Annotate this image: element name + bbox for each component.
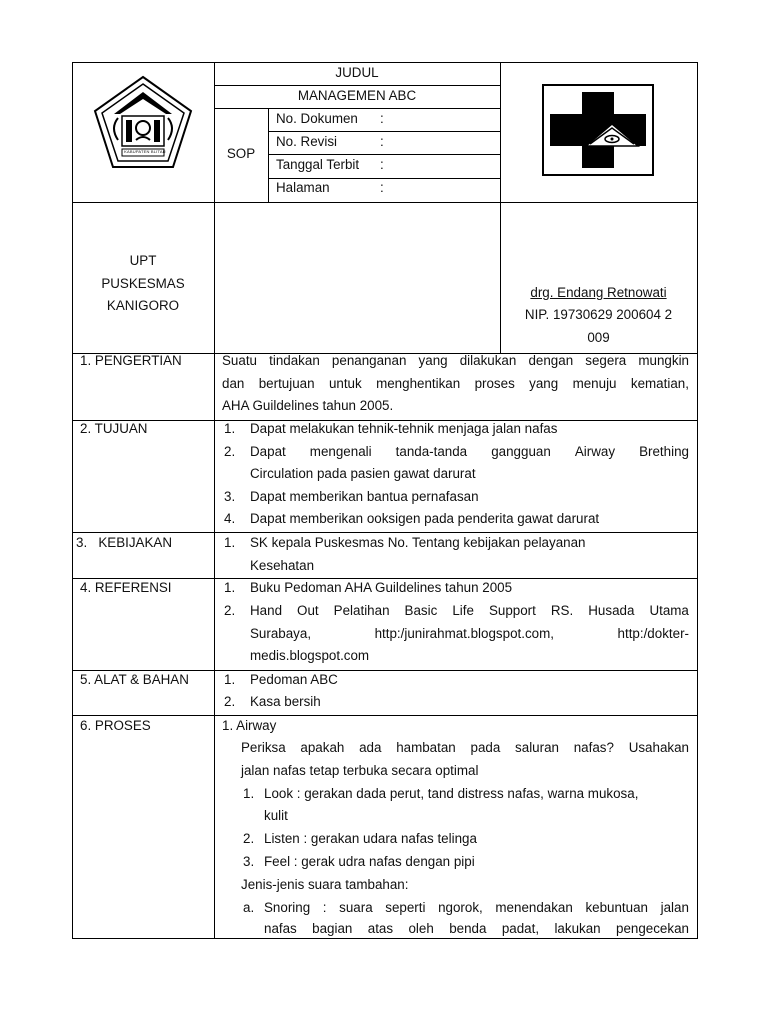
signatory-nip-line1: NIP. 19730629 200604 2	[524, 307, 673, 322]
word: ngorok,	[438, 900, 483, 915]
alat-item-2: Kasa bersih	[250, 694, 321, 709]
pengertian-line-3: AHA Guildelines tahun 2005.	[222, 398, 394, 413]
meta-tanggal-terbit-colon: :	[380, 157, 384, 172]
kebijakan-item-1-cont: Kesehatan	[250, 558, 315, 573]
word: dilakukan	[459, 353, 517, 368]
tujuan-item-3: Dapat memberikan bantua pernafasan	[250, 489, 479, 504]
section-label-tujuan: 2. TUJUAN	[80, 421, 148, 436]
proses-step-1: Look : gerakan dada perut, tand distress nafas, warna mukosa,	[264, 786, 639, 801]
proses-snoring-num: a.	[243, 900, 255, 915]
word: saluran	[515, 740, 559, 755]
word: mungkin	[638, 353, 689, 368]
health-cross-icon	[542, 84, 654, 176]
word: bagian	[312, 921, 353, 936]
meta-halaman-colon: :	[380, 180, 384, 195]
link-text: http:/dokter-	[617, 626, 689, 641]
tujuan-item-4: Dapat memberikan ooksigen pada penderita gawat darurat	[250, 511, 600, 526]
tujuan-num-2: 2.	[224, 444, 236, 459]
word: Utama	[649, 603, 689, 618]
word: atas	[367, 921, 394, 936]
word: nafas?	[573, 740, 614, 755]
tujuan-item-2	[250, 445, 689, 458]
word: benda	[449, 921, 487, 936]
section-label-referensi: 4. REFERENSI	[80, 580, 172, 595]
proses-intro	[241, 741, 689, 754]
proses-step-3: Feel : gerak udra nafas dengan pipi	[264, 854, 475, 869]
section-label-pengertian: 1. PENGERTIAN	[80, 353, 182, 368]
word: Brething	[639, 444, 689, 459]
meta-no-revisi-colon: :	[380, 134, 384, 149]
document-title: MANAGEMEN ABC	[297, 88, 417, 103]
word: pengecekan	[616, 921, 689, 936]
word: gangguan	[491, 444, 551, 459]
word: nafas	[264, 921, 297, 936]
word: tindakan	[269, 353, 320, 368]
section-label-alat-bahan: 5. ALAT & BAHAN	[80, 672, 189, 687]
meta-no-dokumen-colon: :	[380, 111, 384, 126]
referensi-num-1: 1.	[224, 580, 236, 595]
referensi-item-1: Buku Pedoman AHA Guildelines tahun 2005	[250, 580, 513, 595]
word: mengenali	[309, 444, 372, 459]
word: hambatan	[396, 740, 456, 755]
kebijakan-item-1: SK kepala Puskesmas No. Tentang kebijakan pelayanan	[250, 535, 586, 550]
word: Pelatihan	[333, 603, 390, 618]
section-label-kebijakan: 3. KEBIJAKAN	[76, 535, 173, 550]
word: yang	[529, 376, 559, 391]
word: bertujuan	[258, 376, 315, 391]
word: Out	[297, 603, 319, 618]
word: jalan	[660, 900, 689, 915]
word: kebuntuan	[585, 900, 648, 915]
proses-step-1-cont: kulit	[264, 808, 288, 823]
word: RS.	[550, 603, 574, 618]
alat-item-1: Pedoman ABC	[250, 672, 338, 687]
word: ada	[359, 740, 382, 755]
tujuan-num-4: 4.	[224, 511, 236, 526]
kabupaten-logo	[92, 74, 194, 170]
tujuan-num-1: 1.	[224, 421, 236, 436]
link-text: http:/junirahmat.blogspot.com,	[374, 626, 554, 641]
org-line-kanigoro: KANIGORO	[106, 298, 180, 313]
word: menuju	[572, 376, 617, 391]
word: dan	[222, 376, 245, 391]
judul-label: JUDUL	[335, 65, 379, 80]
sop-label: SOP	[226, 146, 256, 161]
referensi-item-2-cont2: medis.blogspot.com	[250, 648, 370, 663]
word: dengan	[528, 353, 574, 368]
word: menendakan	[495, 900, 573, 915]
word: Husada	[588, 603, 635, 618]
proses-snoring	[264, 901, 689, 914]
pengertian-line-2	[222, 377, 689, 390]
word: :	[322, 900, 327, 915]
tujuan-item-1: Dapat melakukan tehnik-tehnik menjaga jalan nafas	[250, 421, 558, 436]
meta-tanggal-terbit-label: Tanggal Terbit	[276, 157, 360, 172]
alat-num-2: 2.	[224, 694, 236, 709]
word: Hand	[250, 603, 283, 618]
word: tanda-tanda	[395, 444, 468, 459]
referensi-num-2: 2.	[224, 603, 236, 618]
tujuan-item-2-cont: Circulation pada pasien gawat darurat	[250, 466, 476, 481]
alat-num-1: 1.	[224, 672, 236, 687]
word: Suatu	[222, 353, 257, 368]
word: Usahakan	[628, 740, 689, 755]
meta-no-dokumen-label: No. Dokumen	[276, 111, 358, 126]
org-line-upt: UPT	[129, 253, 157, 268]
word: untuk	[328, 376, 362, 391]
meta-halaman-label: Halaman	[276, 180, 330, 195]
proses-step-2: Listen : gerakan udara nafas telinga	[264, 831, 477, 846]
proses-airway-heading: 1. Airway	[222, 718, 277, 733]
proses-intro-cont: jalan nafas tetap terbuka secara optimal	[241, 763, 479, 778]
kabupaten-logo-caption: KABUPATEN BLITAR	[124, 149, 166, 154]
pengertian-line-1	[222, 354, 689, 367]
word: Snoring	[264, 900, 311, 915]
word: segera	[585, 353, 627, 368]
meta-no-revisi-label: No. Revisi	[276, 134, 338, 149]
tujuan-num-3: 3.	[224, 489, 236, 504]
word: padat,	[501, 921, 540, 936]
word: suara	[339, 900, 373, 915]
word: Basic	[404, 603, 438, 618]
word: kematian,	[630, 376, 689, 391]
word: Support	[488, 603, 536, 618]
proses-step-num-3: 3.	[243, 854, 255, 869]
word: seperti	[385, 900, 426, 915]
kebijakan-num-1: 1.	[224, 535, 236, 550]
word: yang	[418, 353, 448, 368]
word: apakah	[300, 740, 345, 755]
section-label-proses: 6. PROSES	[80, 718, 151, 733]
word: Life	[452, 603, 474, 618]
word: menghentikan	[376, 376, 461, 391]
org-line-puskesmas: PUSKESMAS	[101, 276, 185, 291]
proses-snoring-cont	[264, 922, 689, 935]
referensi-item-2	[250, 604, 689, 617]
word: lakukan	[554, 921, 601, 936]
proses-jenis-suara: Jenis-jenis suara tambahan:	[241, 877, 409, 892]
signatory-name: drg. Endang Retnowati	[530, 285, 667, 300]
proses-step-num-1: 1.	[243, 786, 255, 801]
word: oleh	[408, 921, 434, 936]
word: Periksa	[241, 740, 286, 755]
word: Dapat	[250, 444, 286, 459]
word: penanganan	[331, 353, 407, 368]
word: pada	[470, 740, 501, 755]
signatory-nip-line2: 009	[587, 330, 610, 345]
word: proses	[474, 376, 515, 391]
referensi-item-2-cont	[250, 627, 689, 640]
proses-step-num-2: 2.	[243, 831, 255, 846]
word: Surabaya,	[250, 626, 312, 641]
word: Airway	[574, 444, 616, 459]
